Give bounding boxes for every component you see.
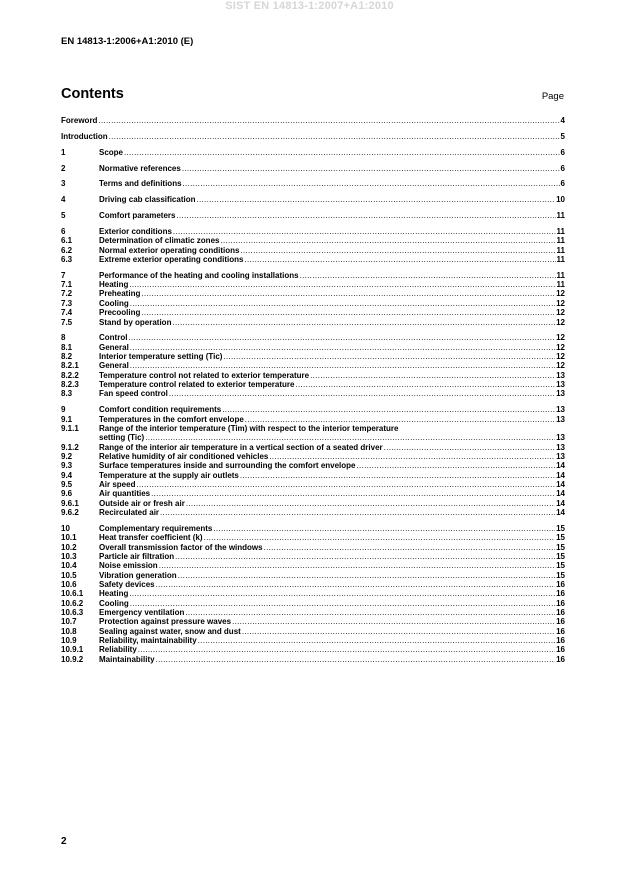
toc-entry-page: 12 bbox=[556, 342, 565, 352]
toc-entry-number: 7.4 bbox=[61, 308, 73, 318]
toc-entry-page: 5 bbox=[560, 131, 565, 141]
toc-entry[interactable] bbox=[61, 255, 565, 264]
toc-entry-title: Emergency ventilation bbox=[99, 607, 185, 617]
toc-entry-page: 11 bbox=[556, 270, 565, 280]
toc-entry-number: 10.6.1 bbox=[61, 589, 84, 599]
toc-entry-continuation[interactable] bbox=[61, 433, 565, 442]
toc-entry[interactable] bbox=[61, 299, 565, 308]
toc-entry-title: Extreme exterior operating conditions bbox=[99, 254, 244, 264]
toc-leader-dots bbox=[124, 148, 560, 157]
toc-entry-page: 11 bbox=[556, 280, 565, 290]
toc-leader-dots bbox=[240, 471, 555, 480]
toc-entry-page: 14 bbox=[556, 489, 565, 499]
toc-entry-number: 7 bbox=[61, 270, 66, 280]
toc-entry-number: 7.1 bbox=[61, 280, 73, 290]
toc-group bbox=[61, 211, 565, 220]
toc-leader-dots bbox=[182, 164, 560, 173]
toc-entry[interactable] bbox=[61, 343, 565, 352]
toc-entry-page: 6 bbox=[560, 179, 565, 189]
toc-entry-page: 13 bbox=[556, 370, 565, 380]
toc-entry[interactable] bbox=[61, 645, 565, 654]
toc-entry[interactable] bbox=[61, 636, 565, 645]
toc-entry-page: 16 bbox=[556, 636, 565, 645]
toc-entry-page: 12 bbox=[556, 333, 565, 343]
toc-entry[interactable] bbox=[61, 543, 565, 552]
toc-leader-dots bbox=[185, 608, 555, 617]
toc-leader-dots bbox=[98, 116, 559, 125]
toc-entry-title: Comfort parameters bbox=[99, 211, 176, 221]
toc-entry[interactable] bbox=[61, 371, 565, 380]
toc-leader-dots bbox=[384, 443, 555, 452]
toc-entry-title: Cooling bbox=[99, 298, 129, 308]
toc-entry-page: 10 bbox=[556, 195, 565, 205]
toc-entry[interactable] bbox=[61, 533, 565, 542]
toc-entry-number: 7.3 bbox=[61, 298, 73, 308]
toc-entry[interactable] bbox=[61, 524, 565, 533]
toc-entry-title: Safety devices bbox=[99, 579, 155, 589]
toc-entry-title: Determination of climatic zones bbox=[99, 236, 220, 246]
toc-entry-page: 13 bbox=[556, 414, 565, 424]
toc-leader-dots bbox=[145, 433, 555, 442]
toc-entry-number: 10.6 bbox=[61, 579, 77, 589]
toc-entry-number: 6.1 bbox=[61, 236, 73, 246]
toc-entry[interactable] bbox=[61, 227, 565, 236]
toc-entry-page: 15 bbox=[556, 570, 565, 580]
toc-entry-title: Exterior conditions bbox=[99, 226, 172, 236]
toc-entry-number: 1 bbox=[61, 147, 66, 157]
toc-entry-number: 9.5 bbox=[61, 480, 73, 489]
toc-entry[interactable] bbox=[61, 236, 565, 245]
toc-entry-title: Cooling bbox=[99, 598, 129, 608]
toc-leader-dots bbox=[159, 561, 555, 570]
toc-leader-dots bbox=[245, 415, 555, 424]
toc-entry[interactable] bbox=[61, 508, 565, 517]
toc-leader-dots bbox=[186, 499, 555, 508]
toc-leader-dots bbox=[310, 371, 555, 380]
toc-entry-number: 9.1.1 bbox=[61, 423, 79, 433]
toc-group bbox=[61, 132, 565, 141]
toc-entry-title: Heat transfer coefficient (k) bbox=[99, 533, 203, 543]
toc-leader-dots bbox=[130, 343, 555, 352]
toc-entry-page: 13 bbox=[556, 380, 565, 390]
toc-entry-number: 8.2.3 bbox=[61, 380, 79, 390]
table-of-contents bbox=[61, 116, 565, 671]
toc-leader-dots bbox=[128, 333, 555, 342]
toc-entry-page: 6 bbox=[560, 147, 565, 157]
toc-leader-dots bbox=[169, 389, 555, 398]
toc-entry-number: 9.6.2 bbox=[61, 508, 79, 518]
toc-leader-dots bbox=[130, 361, 555, 370]
toc-entry-page: 12 bbox=[556, 361, 565, 371]
toc-leader-dots bbox=[300, 271, 556, 280]
toc-entry-number: 10.6.3 bbox=[61, 607, 84, 617]
toc-entry[interactable] bbox=[61, 461, 565, 470]
toc-leader-dots bbox=[160, 508, 555, 517]
toc-entry[interactable] bbox=[61, 271, 565, 280]
toc-entry-title: Overall transmission factor of the windows bbox=[99, 542, 263, 552]
toc-entry[interactable] bbox=[61, 617, 565, 626]
toc-entry[interactable] bbox=[61, 132, 565, 141]
toc-leader-dots bbox=[136, 480, 555, 489]
toc-leader-dots bbox=[176, 211, 555, 220]
toc-leader-dots bbox=[172, 318, 555, 327]
toc-entry-title: Temperature at the supply air outlets bbox=[99, 470, 239, 480]
toc-group bbox=[61, 333, 565, 398]
toc-entry[interactable] bbox=[61, 580, 565, 589]
toc-entry-number: 8 bbox=[61, 333, 66, 343]
toc-entry-page: 15 bbox=[556, 523, 565, 533]
toc-leader-dots bbox=[223, 352, 555, 361]
toc-entry-title: Control bbox=[99, 333, 128, 343]
toc-leader-dots bbox=[173, 227, 556, 236]
toc-entry[interactable] bbox=[61, 561, 565, 570]
toc-entry[interactable] bbox=[61, 380, 565, 389]
toc-group bbox=[61, 271, 565, 327]
toc-entry-number: 8.3 bbox=[61, 389, 73, 399]
toc-entry[interactable] bbox=[61, 308, 565, 317]
document-header: EN 14813-1:2006+A1:2010 (E) bbox=[61, 36, 194, 47]
toc-entry-title: Precooling bbox=[99, 308, 141, 318]
toc-entry[interactable] bbox=[61, 352, 565, 361]
toc-entry[interactable] bbox=[61, 148, 565, 157]
toc-entry-title: Sealing against water, snow and dust bbox=[99, 626, 241, 636]
toc-leader-dots bbox=[138, 645, 555, 654]
toc-entry[interactable] bbox=[61, 552, 565, 561]
toc-entry-number: 9 bbox=[61, 405, 66, 415]
toc-leader-dots bbox=[357, 461, 556, 470]
toc-entry-title: Noise emission bbox=[99, 561, 158, 571]
toc-entry-number: 6.2 bbox=[61, 245, 73, 255]
toc-entry-number: 8.2.2 bbox=[61, 370, 79, 380]
toc-leader-dots bbox=[295, 380, 555, 389]
toc-entry-number: 7.2 bbox=[61, 289, 73, 299]
toc-entry-title: Comfort condition requirements bbox=[99, 405, 222, 415]
toc-leader-dots bbox=[220, 236, 555, 245]
toc-entry-number: 9.6 bbox=[61, 489, 73, 499]
toc-entry-title: Relative humidity of air conditioned vehicles bbox=[99, 451, 269, 461]
toc-entry-number: 9.6.1 bbox=[61, 498, 79, 508]
toc-entry-number: 6.3 bbox=[61, 254, 73, 264]
toc-entry-number: 8.1 bbox=[61, 342, 73, 352]
toc-entry-page: 16 bbox=[556, 607, 565, 617]
toc-entry[interactable] bbox=[61, 608, 565, 617]
toc-group bbox=[61, 524, 565, 664]
toc-entry-title: Introduction bbox=[61, 131, 108, 141]
toc-leader-dots bbox=[141, 289, 555, 298]
toc-entry[interactable] bbox=[61, 480, 565, 489]
toc-entry-number: 9.2 bbox=[61, 451, 73, 461]
toc-entry-title-continued: setting (Tic) bbox=[99, 433, 145, 443]
toc-entry-number: 10.3 bbox=[61, 551, 77, 561]
toc-entry[interactable] bbox=[61, 389, 565, 398]
toc-leader-dots bbox=[240, 246, 555, 255]
toc-leader-dots bbox=[232, 617, 555, 626]
toc-entry-page: 11 bbox=[556, 254, 565, 264]
toc-entry-page: 12 bbox=[556, 352, 565, 362]
toc-entry-page: 14 bbox=[556, 508, 565, 518]
toc-leader-dots bbox=[178, 571, 555, 580]
toc-entry-page: 4 bbox=[560, 116, 565, 125]
toc-entry-number: 10.8 bbox=[61, 626, 77, 636]
toc-entry-number: 2 bbox=[61, 163, 66, 173]
toc-entry-page: 16 bbox=[556, 617, 565, 627]
toc-entry[interactable] bbox=[61, 179, 565, 188]
toc-entry-page: 12 bbox=[556, 298, 565, 308]
toc-entry-title: Air speed bbox=[99, 480, 136, 489]
toc-leader-dots bbox=[129, 589, 555, 598]
toc-entry-number: 10.9 bbox=[61, 636, 77, 645]
toc-entry[interactable] bbox=[61, 415, 565, 424]
toc-entry-title: Protection against pressure waves bbox=[99, 617, 232, 627]
toc-entry-number: 3 bbox=[61, 179, 66, 189]
page-column-label: Page bbox=[541, 91, 564, 102]
toc-entry-number: 10 bbox=[61, 523, 70, 533]
toc-entry[interactable] bbox=[61, 655, 565, 664]
toc-entry-page: 13 bbox=[556, 451, 565, 461]
toc-entry-page: 13 bbox=[556, 405, 565, 415]
toc-entry-title: Surface temperatures inside and surrounding the comfort envelope bbox=[99, 461, 356, 471]
toc-leader-dots bbox=[156, 655, 556, 664]
toc-leader-dots bbox=[156, 580, 556, 589]
toc-group bbox=[61, 148, 565, 157]
toc-entry-page: 14 bbox=[556, 461, 565, 471]
toc-entry-title: Performance of the heating and cooling installations bbox=[99, 270, 299, 280]
toc-entry[interactable] bbox=[61, 599, 565, 608]
toc-entry-number: 8.2 bbox=[61, 352, 73, 362]
toc-entry-number: 9.3 bbox=[61, 461, 73, 471]
toc-entry[interactable] bbox=[61, 195, 565, 204]
toc-entry-page: 15 bbox=[556, 551, 565, 561]
toc-entry-page: 16 bbox=[556, 654, 565, 664]
toc-leader-dots bbox=[130, 599, 555, 608]
toc-leader-dots bbox=[130, 299, 555, 308]
toc-entry-page: 16 bbox=[556, 598, 565, 608]
toc-entry[interactable] bbox=[61, 499, 565, 508]
toc-leader-dots bbox=[269, 452, 555, 461]
toc-entry-title: Temperatures in the comfort envelope bbox=[99, 414, 244, 424]
toc-entry-page: 11 bbox=[556, 226, 565, 236]
toc-entry[interactable] bbox=[61, 280, 565, 289]
toc-entry-title: Maintainability bbox=[99, 654, 155, 664]
toc-entry-page: 16 bbox=[556, 589, 565, 599]
toc-entry-number: 4 bbox=[61, 195, 66, 205]
toc-entry-number: 8.2.1 bbox=[61, 361, 79, 371]
toc-entry-page: 16 bbox=[556, 645, 565, 655]
toc-entry-page: 13 bbox=[556, 442, 565, 452]
toc-entry-title: Complementary requirements bbox=[99, 523, 213, 533]
toc-leader-dots bbox=[198, 636, 555, 645]
toc-group bbox=[61, 195, 565, 204]
toc-entry-title: Normative references bbox=[99, 163, 181, 173]
toc-entry-title: Fan speed control bbox=[99, 389, 168, 399]
toc-entry-title: Stand by operation bbox=[99, 317, 172, 327]
toc-entry-title: General bbox=[99, 361, 129, 371]
toc-leader-dots bbox=[242, 627, 555, 636]
toc-entry-title: Reliability, maintainability bbox=[99, 636, 197, 645]
toc-entry-number: 10.5 bbox=[61, 570, 77, 580]
toc-entry-title: General bbox=[99, 342, 129, 352]
toc-entry-page: 11 bbox=[556, 211, 565, 221]
toc-entry-page: 16 bbox=[556, 579, 565, 589]
toc-entry-number: 6 bbox=[61, 226, 66, 236]
toc-entry-page: 11 bbox=[556, 245, 565, 255]
toc-entry[interactable] bbox=[61, 471, 565, 480]
toc-entry-title: Temperature control not related to exterior temperature bbox=[99, 370, 310, 380]
toc-group bbox=[61, 164, 565, 173]
toc-entry-title: Recirculated air bbox=[99, 508, 160, 518]
toc-leader-dots bbox=[109, 132, 560, 141]
toc-entry-title: Range of the interior air temperature in a vertical section of a seated driver bbox=[99, 442, 383, 452]
page-number: 2 bbox=[61, 836, 67, 847]
toc-entry-page: 14 bbox=[556, 480, 565, 489]
toc-entry-title: Reliability bbox=[99, 645, 137, 655]
toc-leader-dots bbox=[244, 255, 555, 264]
toc-entry-number: 10.2 bbox=[61, 542, 77, 552]
toc-entry[interactable] bbox=[61, 489, 565, 498]
toc-entry[interactable] bbox=[61, 571, 565, 580]
toc-leader-dots bbox=[222, 405, 555, 414]
toc-entry-page: 13 bbox=[556, 389, 565, 399]
toc-entry[interactable] bbox=[61, 452, 565, 461]
toc-entry[interactable] bbox=[61, 318, 565, 327]
toc-entry-number: 7.5 bbox=[61, 317, 73, 327]
toc-entry[interactable] bbox=[61, 443, 565, 452]
toc-entry-title: Outside air or fresh air bbox=[99, 498, 185, 508]
toc-entry-number: 10.7 bbox=[61, 617, 77, 627]
toc-entry-number: 10.9.1 bbox=[61, 645, 84, 655]
toc-leader-dots bbox=[175, 552, 555, 561]
toc-entry-title: Heating bbox=[99, 589, 129, 599]
toc-entry[interactable] bbox=[61, 289, 565, 298]
toc-entry-page: 6 bbox=[560, 163, 565, 173]
toc-group bbox=[61, 405, 565, 517]
toc-entry-page: 14 bbox=[556, 498, 565, 508]
toc-leader-dots bbox=[129, 280, 555, 289]
toc-entry-page: 15 bbox=[556, 542, 565, 552]
toc-group bbox=[61, 227, 565, 264]
toc-entry-title: Particle air filtration bbox=[99, 551, 175, 561]
toc-entry[interactable] bbox=[61, 333, 565, 342]
toc-entry-page: 12 bbox=[556, 289, 565, 299]
toc-entry-number: 10.4 bbox=[61, 561, 77, 571]
toc-entry-page: 13 bbox=[556, 433, 565, 443]
toc-entry-number: 9.4 bbox=[61, 470, 73, 480]
toc-entry-page: 12 bbox=[556, 317, 565, 327]
toc-entry-page: 16 bbox=[556, 626, 565, 636]
toc-entry-title: Foreword bbox=[61, 116, 98, 125]
toc-entry-page: 14 bbox=[556, 470, 565, 480]
toc-entry-number: 9.1.2 bbox=[61, 442, 79, 452]
toc-entry-title: Range of the interior temperature (Tim) with respect to the interior temperature bbox=[99, 423, 399, 433]
toc-entry-title: Vibration generation bbox=[99, 570, 177, 580]
toc-entry-number: 10.6.2 bbox=[61, 598, 84, 608]
toc-entry-title: Normal exterior operating conditions bbox=[99, 245, 240, 255]
toc-leader-dots bbox=[141, 308, 555, 317]
toc-entry-title: Heating bbox=[99, 280, 129, 290]
toc-entry-number: 10.9.2 bbox=[61, 654, 84, 664]
toc-entry[interactable] bbox=[61, 164, 565, 173]
toc-entry[interactable] bbox=[61, 405, 565, 414]
toc-leader-dots bbox=[213, 524, 555, 533]
toc-entry-title: Air quantities bbox=[99, 489, 151, 499]
toc-group bbox=[61, 116, 565, 125]
toc-entry-title: Temperature control related to exterior temperature bbox=[99, 380, 295, 390]
toc-entry-title: Preheating bbox=[99, 289, 141, 299]
toc-entry-number: 5 bbox=[61, 211, 66, 221]
toc-entry-title: Scope bbox=[99, 147, 124, 157]
toc-entry[interactable] bbox=[61, 211, 565, 220]
toc-entry[interactable] bbox=[61, 116, 565, 125]
toc-entry-title: Interior temperature setting (Tic) bbox=[99, 352, 223, 362]
toc-entry-number: 9.1 bbox=[61, 414, 73, 424]
toc-entry-number: 10.1 bbox=[61, 533, 77, 543]
toc-leader-dots bbox=[183, 179, 560, 188]
toc-leader-dots bbox=[264, 543, 556, 552]
toc-entry-page: 15 bbox=[556, 561, 565, 571]
toc-leader-dots bbox=[151, 489, 555, 498]
toc-entry[interactable] bbox=[61, 627, 565, 636]
watermark: SIST EN 14813-1:2007+A1:2010 bbox=[225, 0, 394, 12]
toc-entry-title: Terms and definitions bbox=[99, 179, 182, 189]
toc-entry[interactable] bbox=[61, 246, 565, 255]
toc-entry-page: 11 bbox=[556, 236, 565, 246]
contents-title: Contents bbox=[61, 86, 124, 102]
toc-group bbox=[61, 179, 565, 188]
toc-entry[interactable] bbox=[61, 424, 565, 433]
toc-entry-page: 12 bbox=[556, 308, 565, 318]
toc-leader-dots bbox=[196, 195, 555, 204]
toc-entry-page: 15 bbox=[556, 533, 565, 543]
toc-entry[interactable] bbox=[61, 361, 565, 370]
toc-entry[interactable] bbox=[61, 589, 565, 598]
toc-entry-title: Driving cab classification bbox=[99, 195, 196, 205]
toc-leader-dots bbox=[204, 533, 556, 542]
